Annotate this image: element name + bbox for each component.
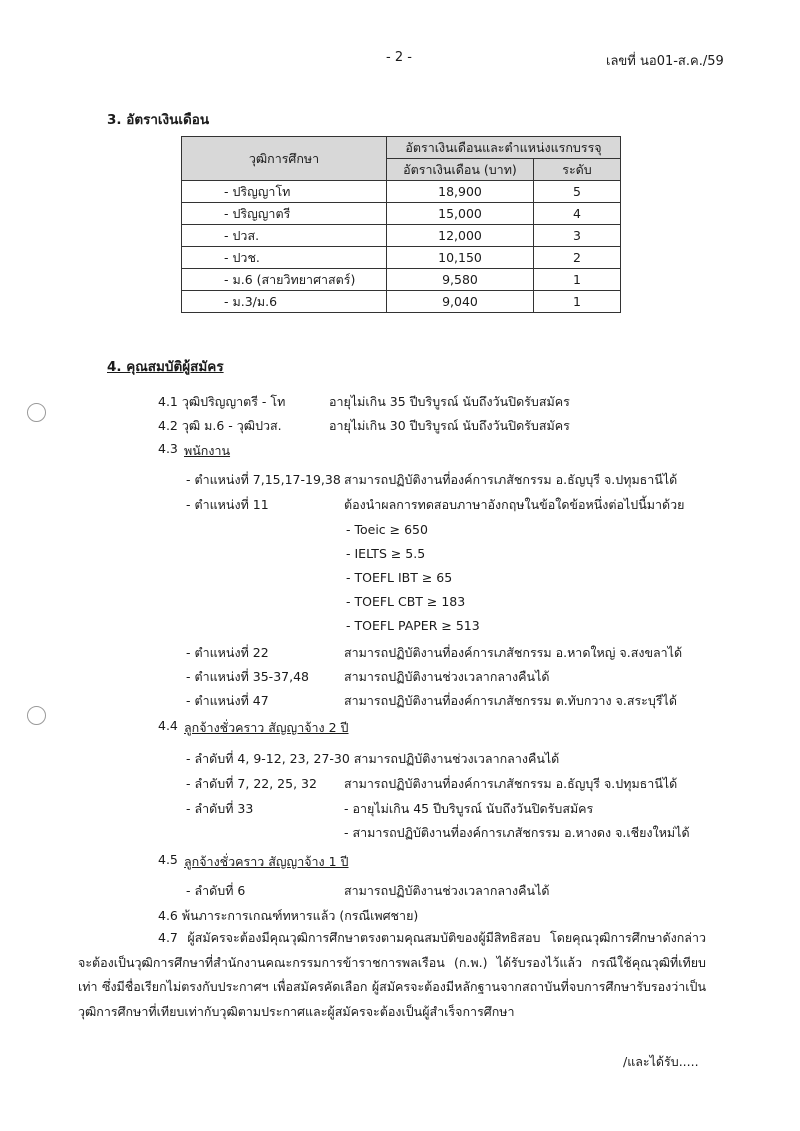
item-4-4-b-text: สามารถปฏิบัติงานที่องค์การเภสัชกรรม อ.ธัญบุรี จ.ปทุมธานีได้ [344,776,678,791]
item-4-5-a-text: สามารถปฏิบัติงานช่วงเวลากลางคืนได้ [344,883,550,898]
item-4-3-a-label: - ตำแหน่งที่ 7,15,17-19,38 [186,472,341,487]
header-salary: อัตราเงินเดือน (บาท) [387,159,534,181]
table-row: - ปริญญาโท 18,900 5 [182,181,621,203]
item-4-5-a-label: - ลำดับที่ 6 [186,883,246,898]
item-4-3-title: พนักงาน [184,443,231,458]
table-row: - ปวช. 10,150 2 [182,247,621,269]
item-4-3-b-text: ต้องนำผลการทดสอบภาษาอังกฤษในข้อใดข้อหนึ่งต่อไปนี้มาด้วย [344,497,685,512]
item-4-3-a-text: สามารถปฏิบัติงานที่องค์การเภสัชกรรม อ.ธัญบุรี จ.ปทุมธานีได้ [344,472,678,487]
test-toefl-cbt: - TOEFL CBT ≥ 183 [346,594,466,609]
test-toeic: - Toeic ≥ 650 [346,522,428,537]
document-number: เลขที่ นอ01-ส.ค./59 [606,54,724,69]
table-row: - ปวส. 12,000 3 [182,225,621,247]
item-4-4-title: ลูกจ้างชั่วคราว สัญญาจ้าง 2 ปี [184,720,349,735]
test-ielts: - IELTS ≥ 5.5 [346,546,426,561]
item-4-4-b-label: - ลำดับที่ 7, 22, 25, 32 [186,776,317,791]
item-4-3-d-text: สามารถปฏิบัติงานช่วงเวลากลางคืนได้ [344,669,550,684]
item-4-3-d-label: - ตำแหน่งที่ 35-37,48 [186,669,309,684]
punch-hole-bottom [27,706,46,725]
continuation-note: /และได้รับ..... [623,1054,699,1069]
item-4-3-number: 4.3 [158,441,178,456]
item-4-3-c-label: - ตำแหน่งที่ 22 [186,645,269,660]
item-4-1-text: อายุไม่เกิน 35 ปีบริบูรณ์ นับถึงวันปิดรับสมัคร [329,394,570,409]
item-4-4-c-label: - ลำดับที่ 33 [186,801,254,816]
table-row: - ปริญญาตรี 15,000 4 [182,203,621,225]
item-4-3-c-text: สามารถปฏิบัติงานที่องค์การเภสัชกรรม อ.หาดใหญ่ จ.สงขลาได้ [344,645,683,660]
header-qualification: วุฒิการศึกษา [182,137,387,181]
page-number: - 2 - [386,50,412,65]
item-4-4-a: - ลำดับที่ 4, 9-12, 23, 27-30 สามารถปฏิบัติงานช่วงเวลากลางคืนได้ [186,751,560,766]
item-4-4-c-text-1: - อายุไม่เกิน 45 ปีบริบูรณ์ นับถึงวันปิดรับสมัคร [344,801,594,816]
item-4-7-paragraph: 4.7 ผู้สมัครจะต้องมีคุณวุฒิการศึกษาตรงตามคุณสมบัติของผู้มีสิทธิสอบ โดยคุณวุฒิการศึกษาดังกล่าว จะต้องเป็นวุฒิการศึกษาที่สำนักงานคณะกรรมการข้าราชการพลเรือน (ก.พ.) ได้รับรองไว้แล้ว กรณีใช้คุณวุฒิที่เทียบเท่า ซึ่งมีชื่อเรียกไม่ตรงกับประกาศฯ เพื่อสมัครคัดเลือก ผู้สมัครจะต้องมีหลักฐานจากสถาบันที่จบการศึกษารับรองว่าเป็นวุฒิการศึกษาที่เทียบเท่ากับวุฒิตามประกาศและผู้สมัครจะต้องเป็นผู้สำเร็จการศึกษา [78,930,706,1019]
test-toefl-ibt: - TOEFL IBT ≥ 65 [346,570,453,585]
table-row: - ม.6 (สายวิทยาศาสตร์) 9,580 1 [182,269,621,291]
item-4-3-e-label: - ตำแหน่งที่ 47 [186,693,269,708]
qualifications-title: 4. คุณสมบัติผู้สมัคร [107,359,224,375]
salary-section-title: 3. อัตราเงินเดือน [107,112,210,128]
header-level: ระดับ [534,159,621,181]
item-4-5-number: 4.5 [158,852,178,867]
item-4-1-label: 4.1 วุฒิปริญญาตรี - โท [158,394,286,409]
item-4-2-label: 4.2 วุฒิ ม.6 - วุฒิปวส. [158,418,282,433]
salary-table [181,136,621,313]
item-4-4-c-text-2: - สามารถปฏิบัติงานที่องค์การเภสัชกรรม อ.หางดง จ.เชียงใหม่ได้ [344,825,690,840]
item-4-4-number: 4.4 [158,718,178,733]
item-4-2-text: อายุไม่เกิน 30 ปีบริบูรณ์ นับถึงวันปิดรับสมัคร [329,418,570,433]
item-4-3-b-label: - ตำแหน่งที่ 11 [186,497,269,512]
table-row: - ม.3/ม.6 9,040 1 [182,291,621,313]
punch-hole-top [27,403,46,422]
item-4-3-e-text: สามารถปฏิบัติงานที่องค์การเภสัชกรรม ต.ทับกวาง จ.สระบุรีได้ [344,693,677,708]
item-4-5-title: ลูกจ้างชั่วคราว สัญญาจ้าง 1 ปี [184,854,349,869]
header-salary-group: อัตราเงินเดือนและตำแหน่งแรกบรรจุ [387,137,621,159]
item-4-6: 4.6 พ้นภาระการเกณฑ์ทหารแล้ว (กรณีเพศชาย) [158,908,419,923]
test-toefl-paper: - TOEFL PAPER ≥ 513 [346,618,480,633]
